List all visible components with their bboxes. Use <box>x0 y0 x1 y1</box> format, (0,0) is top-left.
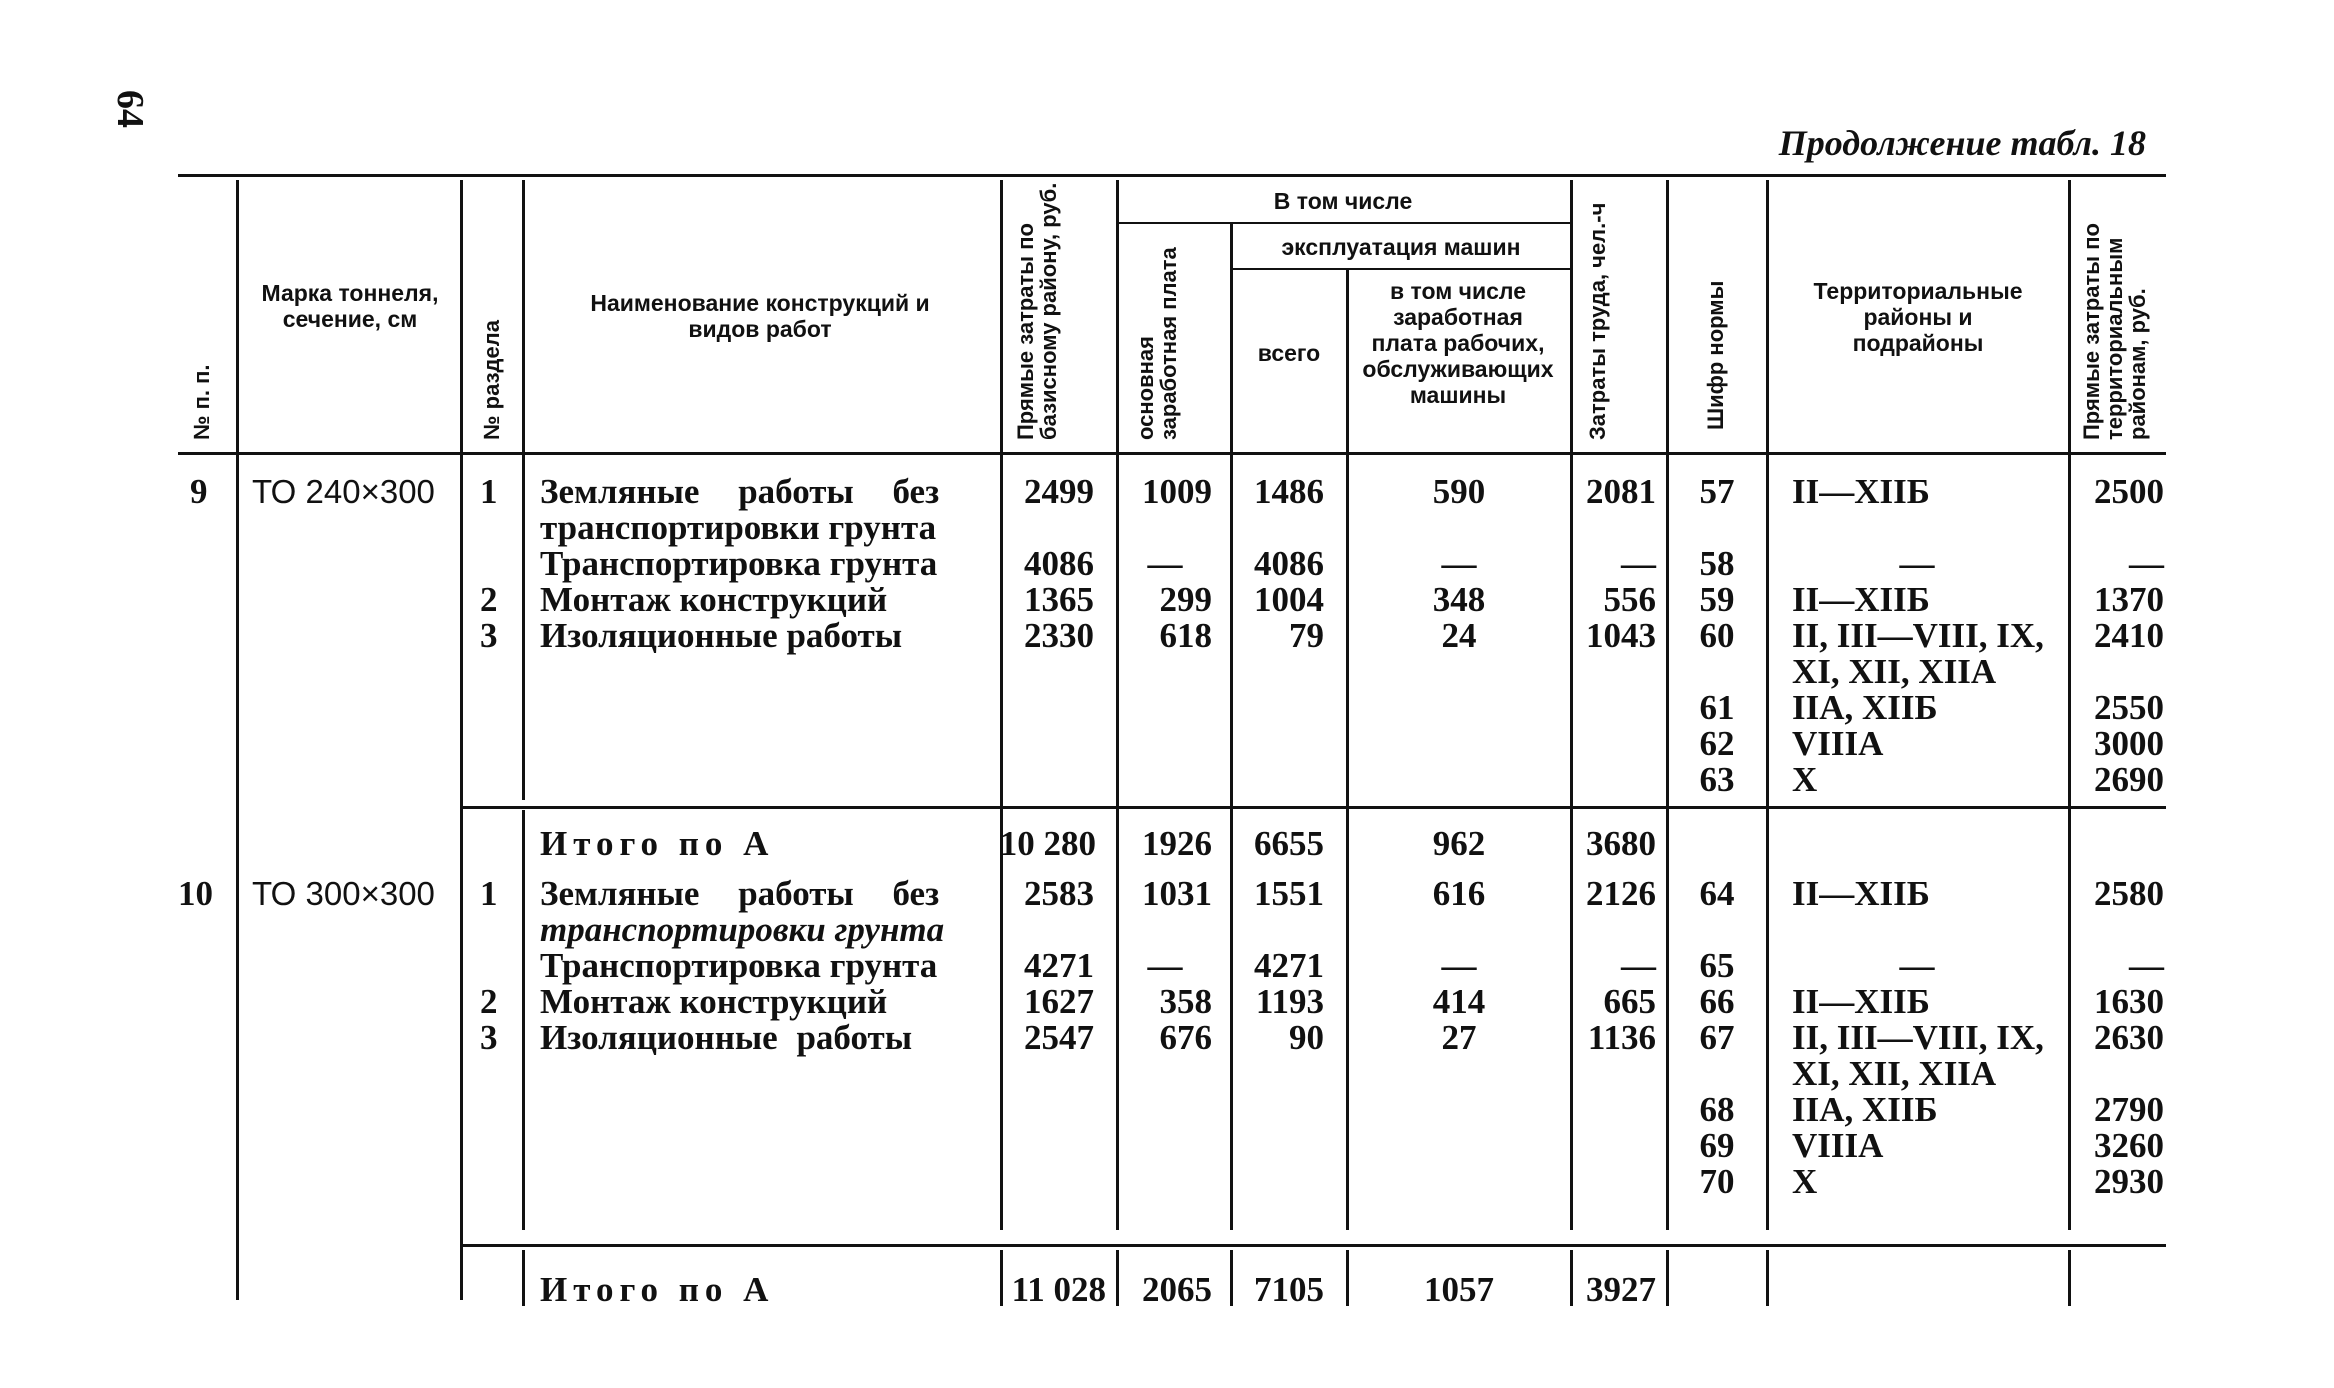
header-labor: Затраты труда, чел.-ч <box>1585 202 1610 440</box>
total-labor: 3680 <box>1586 824 1656 863</box>
total-labor: 3927 <box>1586 1270 1656 1309</box>
header-bottom-rule <box>178 452 2166 455</box>
machines-total: 4271 <box>1254 946 1324 985</box>
work-name: Монтаж конструкций <box>540 982 888 1021</box>
region: II—XIIБ <box>1792 580 1930 619</box>
region: VIIIA <box>1792 724 1884 763</box>
labor-cost: 665 <box>1603 982 1656 1021</box>
region: X <box>1792 1162 1818 1201</box>
col-line <box>1346 270 1349 1230</box>
basic-wage: — <box>1147 946 1183 985</box>
region: II, III—VIII, IX, <box>1792 616 2044 655</box>
norm-code: 69 <box>1699 1126 1735 1165</box>
norm-code: 66 <box>1699 982 1735 1021</box>
total-direct-base: 11 028 <box>1011 1270 1106 1309</box>
basic-wage: 1031 <box>1142 874 1212 913</box>
machines-rule <box>1230 268 1570 270</box>
region-price: 2930 <box>2094 1162 2164 1201</box>
work-name: Транспортировка грунта <box>540 946 938 985</box>
direct-base: 2499 <box>1024 472 1094 511</box>
direct-base: 2583 <box>1024 874 1094 913</box>
norm-code: 61 <box>1699 688 1735 727</box>
direct-base: 1365 <box>1024 580 1094 619</box>
machines-total: 79 <box>1289 616 1324 655</box>
labor-cost: 556 <box>1603 580 1656 619</box>
region-price: 2790 <box>2094 1090 2164 1129</box>
col-line <box>460 180 463 1300</box>
col-line <box>1570 1250 1573 1306</box>
norm-code: 62 <box>1699 724 1735 763</box>
region: XI, XII, XIIA <box>1792 652 1997 691</box>
region-price: 2410 <box>2094 616 2164 655</box>
region: IIA, XIIБ <box>1792 688 1938 727</box>
norm-code: 59 <box>1699 580 1735 619</box>
header-mark: Марка тоннеля, сечение, см <box>261 280 439 332</box>
col-line <box>2068 1250 2071 1306</box>
total-direct-base: 10 280 <box>999 824 1096 863</box>
section-num: 3 <box>480 616 498 655</box>
norm-code: 57 <box>1699 472 1735 511</box>
col-line <box>1230 224 1233 1230</box>
region-price: 2630 <box>2094 1018 2164 1057</box>
norm-code: 60 <box>1699 616 1735 655</box>
region: — <box>1899 544 1935 583</box>
header-total: всего <box>1257 340 1321 366</box>
work-name: Земляные работы без транспортировки грунта <box>540 472 940 547</box>
norm-code: 58 <box>1699 544 1735 583</box>
region: II—XIIБ <box>1792 982 1930 1021</box>
labor-cost: 1043 <box>1586 616 1656 655</box>
col-line <box>1766 1250 1769 1306</box>
machines-wage: 414 <box>1432 982 1486 1021</box>
section-num: 3 <box>480 1018 498 1057</box>
total-machines: 7105 <box>1254 1270 1324 1309</box>
col-line <box>2068 180 2071 1230</box>
direct-base: 4271 <box>1024 946 1094 985</box>
col-line <box>1346 1250 1349 1306</box>
top-rule <box>178 174 2166 177</box>
machines-wage: 590 <box>1432 472 1486 511</box>
direct-base: 4086 <box>1024 544 1094 583</box>
work-name: Изоляционные работы <box>540 616 903 655</box>
total-label: Итого по А <box>540 1270 775 1309</box>
section-num: 2 <box>480 982 498 1021</box>
group-num: 10 <box>178 874 213 913</box>
direct-base: 2330 <box>1024 616 1094 655</box>
norm-code: 63 <box>1699 760 1735 799</box>
section-num: 1 <box>480 874 498 913</box>
basic-wage: — <box>1147 544 1183 583</box>
section-num: 2 <box>480 580 498 619</box>
region-price: 2500 <box>2094 472 2164 511</box>
total-machines-wage: 962 <box>1432 824 1486 863</box>
section-num: 1 <box>480 472 498 511</box>
col-line <box>1570 180 1573 1230</box>
col-line <box>1230 1250 1233 1306</box>
region: XI, XII, XIIA <box>1792 1054 1997 1093</box>
machines-total: 1193 <box>1255 982 1324 1021</box>
basic-wage: 676 <box>1159 1018 1212 1057</box>
region: IIA, XIIБ <box>1792 1090 1938 1129</box>
labor-cost: 2126 <box>1586 874 1656 913</box>
col-line <box>236 180 239 1300</box>
work-name: Транспортировка грунта <box>540 544 938 583</box>
region-price: 1630 <box>2094 982 2164 1021</box>
basic-wage: 1009 <box>1142 472 1212 511</box>
machines-wage: 616 <box>1432 874 1486 913</box>
incl-rule <box>1116 222 1570 224</box>
direct-base: 1627 <box>1024 982 1094 1021</box>
total-basic-wage: 2065 <box>1142 1270 1212 1309</box>
header-incl: В том числе <box>1273 188 1413 214</box>
header-regions: Территориальные районы и подрайоны <box>1813 278 2023 356</box>
group-rule <box>460 806 2166 809</box>
norm-code: 68 <box>1699 1090 1735 1129</box>
total-machines-wage: 1057 <box>1424 1270 1494 1309</box>
norm-code: 64 <box>1699 874 1735 913</box>
machines-total: 90 <box>1289 1018 1324 1057</box>
header-direct-regions: Прямые затраты по территориальным районам, руб. <box>2079 223 2150 440</box>
machines-wage: 27 <box>1441 1018 1477 1057</box>
work-name: Монтаж конструкций <box>540 580 888 619</box>
col-line <box>1766 180 1769 1230</box>
header-incl-wage: в том числе заработная плата рабочих, обслуживающих машины <box>1362 278 1554 408</box>
group-num: 9 <box>190 472 208 511</box>
total-machines: 6655 <box>1254 824 1324 863</box>
direct-base: 2547 <box>1024 1018 1094 1057</box>
work-name: Земляные работы без транспортировки грунта <box>540 874 945 949</box>
header-code: Шифр нормы <box>1703 280 1728 430</box>
page-number: 64 <box>109 90 151 128</box>
region-price: — <box>2129 544 2164 583</box>
norm-code: 67 <box>1699 1018 1735 1057</box>
col-line <box>1666 180 1669 1230</box>
col-line <box>1000 180 1003 1230</box>
norm-code: 70 <box>1699 1162 1735 1201</box>
col-line <box>522 180 525 800</box>
labor-cost: 1136 <box>1587 1018 1656 1057</box>
header-machines: эксплуатация машин <box>1281 234 1521 260</box>
region-price: 1370 <box>2094 580 2164 619</box>
labor-cost: — <box>1621 946 1656 985</box>
region-price: — <box>2129 946 2164 985</box>
header-basic-wage: основная заработная плата <box>1133 247 1181 440</box>
machines-total: 1486 <box>1254 472 1324 511</box>
region-price: 3260 <box>2094 1126 2164 1165</box>
basic-wage: 618 <box>1159 616 1212 655</box>
basic-wage: 358 <box>1159 982 1212 1021</box>
group-rule <box>460 1244 2166 1247</box>
col-line <box>1666 1250 1669 1306</box>
region: X <box>1792 760 1818 799</box>
header-num: № п. п. <box>189 364 214 440</box>
machines-total: 1551 <box>1254 874 1324 913</box>
col-line <box>1116 180 1119 1230</box>
region: II, III—VIII, IX, <box>1792 1018 2044 1057</box>
header-direct-base: Прямые затраты по базисному району, руб. <box>1013 182 1061 440</box>
machines-total: 4086 <box>1254 544 1324 583</box>
labor-cost: 2081 <box>1586 472 1656 511</box>
machines-wage: 24 <box>1441 616 1477 655</box>
total-basic-wage: 1926 <box>1142 824 1212 863</box>
table-caption: Продолжение табл. 18 <box>1778 123 2146 163</box>
region: II—XIIБ <box>1792 472 1930 511</box>
col-line <box>522 810 525 1230</box>
norm-code: 65 <box>1699 946 1735 985</box>
region-price: 2550 <box>2094 688 2164 727</box>
machines-wage: — <box>1441 544 1477 583</box>
col-line <box>522 1250 525 1306</box>
header-name: Наименование конструкций и видов работ <box>590 290 930 342</box>
machines-wage: 348 <box>1432 580 1486 619</box>
region-price: 2690 <box>2094 760 2164 799</box>
header-section: № раздела <box>479 320 504 440</box>
region: VIIIA <box>1792 1126 1884 1165</box>
region-price: 2580 <box>2094 874 2164 913</box>
basic-wage: 299 <box>1159 580 1212 619</box>
total-label: Итого по А <box>540 824 775 863</box>
machines-wage: — <box>1441 946 1477 985</box>
tunnel-mark: ТО 240×300 <box>252 473 435 510</box>
labor-cost: — <box>1621 544 1656 583</box>
region-price: 3000 <box>2094 724 2164 763</box>
tunnel-mark: ТО 300×300 <box>252 875 435 912</box>
region: — <box>1899 946 1935 985</box>
work-name: Изоляционные работы <box>540 1018 913 1057</box>
region: II—XIIБ <box>1792 874 1930 913</box>
machines-total: 1004 <box>1254 580 1324 619</box>
